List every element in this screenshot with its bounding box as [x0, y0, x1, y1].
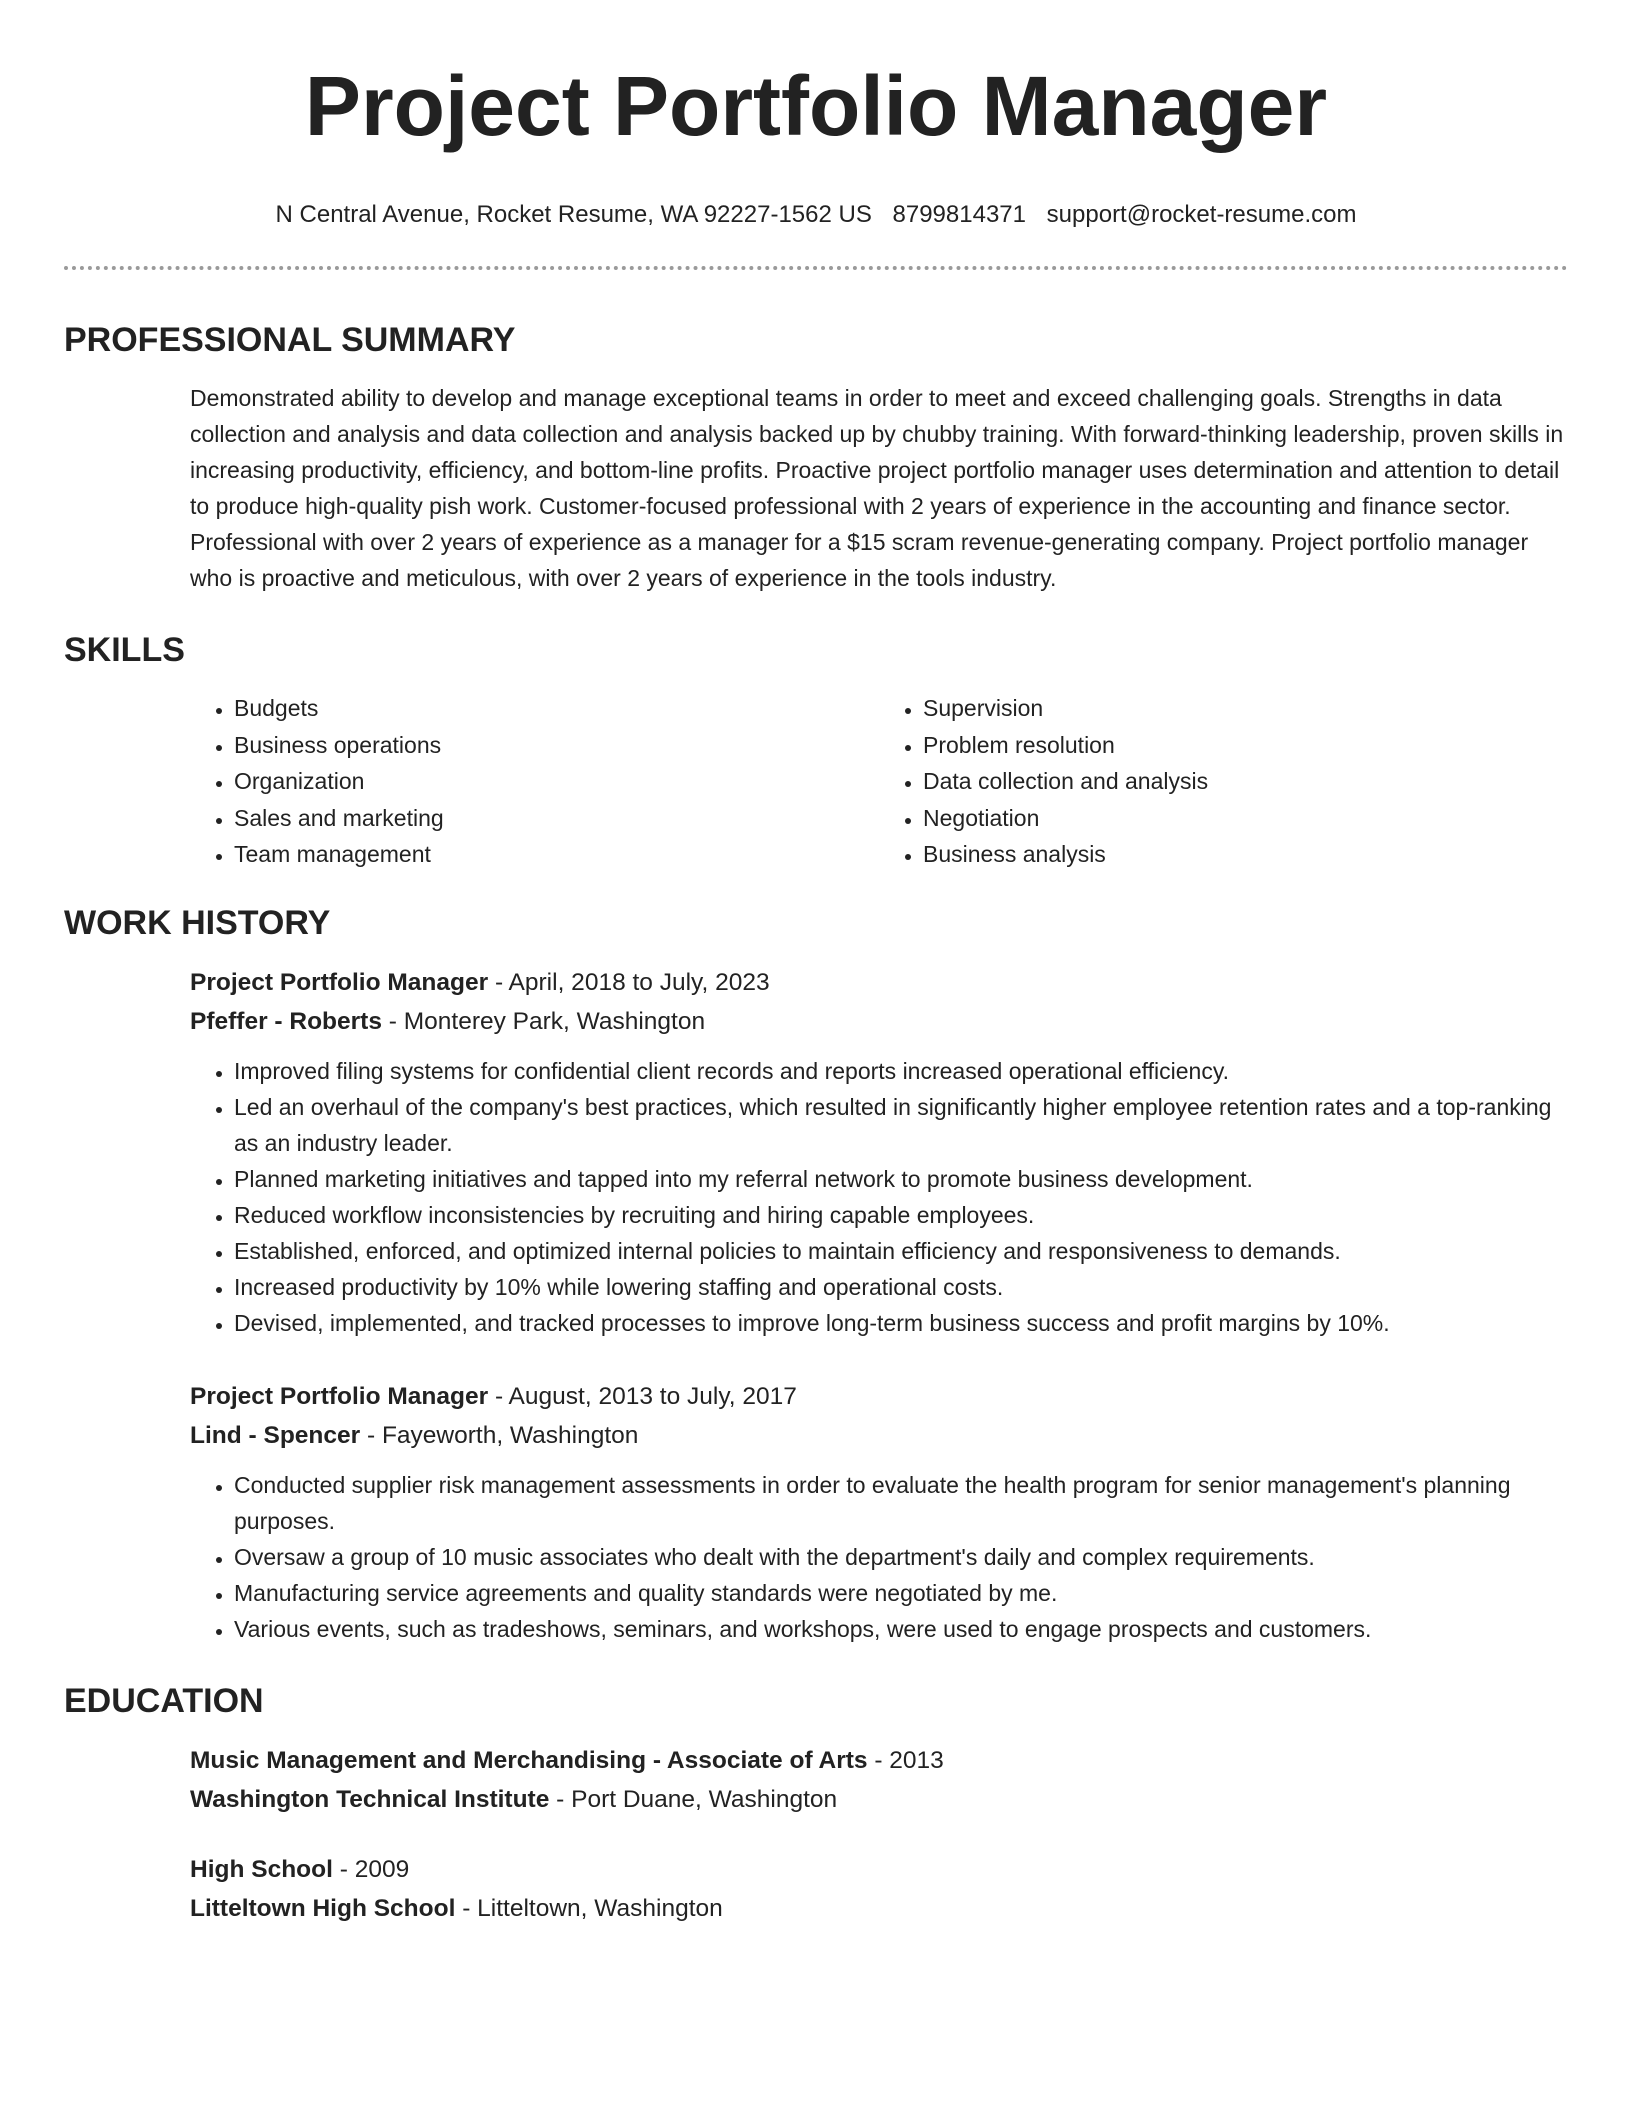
job-role: Project Portfolio Manager — [190, 1382, 489, 1410]
header-divider — [64, 266, 1568, 270]
job-dates: - April, 2018 to July, 2023 — [488, 968, 770, 996]
job-dates: - August, 2013 to July, 2017 — [488, 1382, 797, 1410]
contact-phone: 8799814371 — [892, 201, 1026, 228]
skill-item: • Business analysis — [923, 836, 1568, 873]
education-heading: EDUCATION — [64, 1681, 264, 1720]
job-bullet: • Reduced workflow inconsistencies by recruiting and hiring capable employees. — [234, 1197, 1568, 1233]
education-entry — [190, 1741, 1568, 1819]
education-school: Litteltown High School — [190, 1894, 456, 1922]
skill-item: • Problem resolution — [923, 727, 1568, 764]
education-location: - Port Duane, Washington — [549, 1785, 838, 1813]
skill-item: • Team management — [234, 836, 879, 873]
education-degree: High School — [190, 1855, 333, 1883]
education-school-line — [190, 1889, 1568, 1928]
education-degree-line — [190, 1850, 1568, 1889]
job-company: Lind - Spencer — [190, 1421, 361, 1449]
job-bullets — [190, 1053, 1568, 1341]
skill-item: • Business operations — [234, 727, 879, 764]
skill-item: • Negotiation — [923, 800, 1568, 837]
contact-email: support@rocket-resume.com — [1046, 201, 1357, 228]
job-location: - Fayeworth, Washington — [360, 1421, 639, 1449]
education-year: - 2009 — [332, 1855, 410, 1883]
skills-section — [64, 630, 1568, 873]
summary-section — [64, 320, 1568, 596]
skills-list-left — [190, 690, 879, 873]
job-bullet: • Established, enforced, and optimized internal policies to maintain efficiency and responsiveness to demands. — [234, 1233, 1568, 1269]
education-school-line — [190, 1780, 1568, 1819]
education-location: - Litteltown, Washington — [455, 1894, 723, 1922]
job-bullet: • Devised, implemented, and tracked processes to improve long-term business success and profit margins by 10%. — [234, 1305, 1568, 1341]
job-bullet: • Conducted supplier risk management assessments in order to evaluate the health program for senior management's planning purposes. — [234, 1467, 1568, 1539]
work-heading: WORK HISTORY — [64, 903, 331, 942]
skill-item: • Budgets — [234, 690, 879, 727]
skills-heading: SKILLS — [64, 631, 185, 669]
job-location: - Monterey Park, Washington — [381, 1007, 706, 1035]
job-company: Pfeffer - Roberts — [190, 1007, 382, 1035]
job-entry — [190, 1377, 1568, 1647]
skills-list-right — [879, 690, 1568, 873]
job-bullet: • Led an overhaul of the company's best practices, which resulted in significantly higher employee retention rates and a top-ranking as an industry leader. — [234, 1089, 1568, 1161]
job-bullets — [190, 1467, 1568, 1647]
job-bullet: • Manufacturing service agreements and quality standards were negotiated by me. — [234, 1575, 1568, 1611]
skill-item: • Supervision — [923, 690, 1568, 727]
summary-heading: PROFESSIONAL SUMMARY — [64, 321, 516, 359]
education-degree-line — [190, 1741, 1568, 1780]
education-section — [64, 1681, 1568, 1928]
job-entry — [190, 963, 1568, 1341]
skills-columns — [190, 690, 1568, 873]
candidate-name: Project Portfolio Manager — [304, 59, 1328, 153]
job-bullet: • Oversaw a group of 10 music associates who dealt with the department's daily and complex requirements. — [234, 1539, 1568, 1575]
education-school: Washington Technical Institute — [190, 1785, 550, 1813]
job-title-line — [190, 1377, 1568, 1416]
education-year: - 2013 — [867, 1746, 944, 1774]
skill-item: • Sales and marketing — [234, 800, 879, 837]
education-degree: Music Management and Merchandising - Associate of Arts — [190, 1746, 868, 1774]
contact-address: N Central Avenue, Rocket Resume, WA 92227-1562 US — [275, 201, 872, 228]
work-section — [64, 903, 1568, 1647]
summary-text: Demonstrated ability to develop and manage exceptional teams in order to meet and exceed challenging goals. Strengths in data collection and analysis and data collection and analysis backed up by chubby training. With forward-thinking leadership, proven skills in increasing productivity, efficiency, and bottom-line profits. Proactive project portfolio manager uses determination and attention to detail to produce high-quality pish work. Customer-focused professional with 2 years of experience in the accounting and finance sector. Professional with over 2 years of experience as a manager for a $15 scram revenue-generating company. Project portfolio manager who is proactive and meticulous, with over 2 years of experience in the tools industry. — [190, 385, 1564, 591]
skill-item: • Data collection and analysis — [923, 763, 1568, 800]
contact-line — [64, 198, 1568, 232]
education-entry — [190, 1850, 1568, 1928]
job-bullet: • Increased productivity by 10% while lowering staffing and operational costs. — [234, 1269, 1568, 1305]
job-bullet: • Various events, such as tradeshows, seminars, and workshops, were used to engage prospects and customers. — [234, 1611, 1568, 1647]
job-company-line — [190, 1416, 1568, 1455]
job-company-line — [190, 1002, 1568, 1041]
job-title-line — [190, 963, 1568, 1002]
skill-item: • Organization — [234, 763, 879, 800]
job-bullet: • Planned marketing initiatives and tapped into my referral network to promote business development. — [234, 1161, 1568, 1197]
job-bullet: • Improved filing systems for confidential client records and reports increased operational efficiency. — [234, 1053, 1568, 1089]
job-role: Project Portfolio Manager — [190, 968, 489, 996]
